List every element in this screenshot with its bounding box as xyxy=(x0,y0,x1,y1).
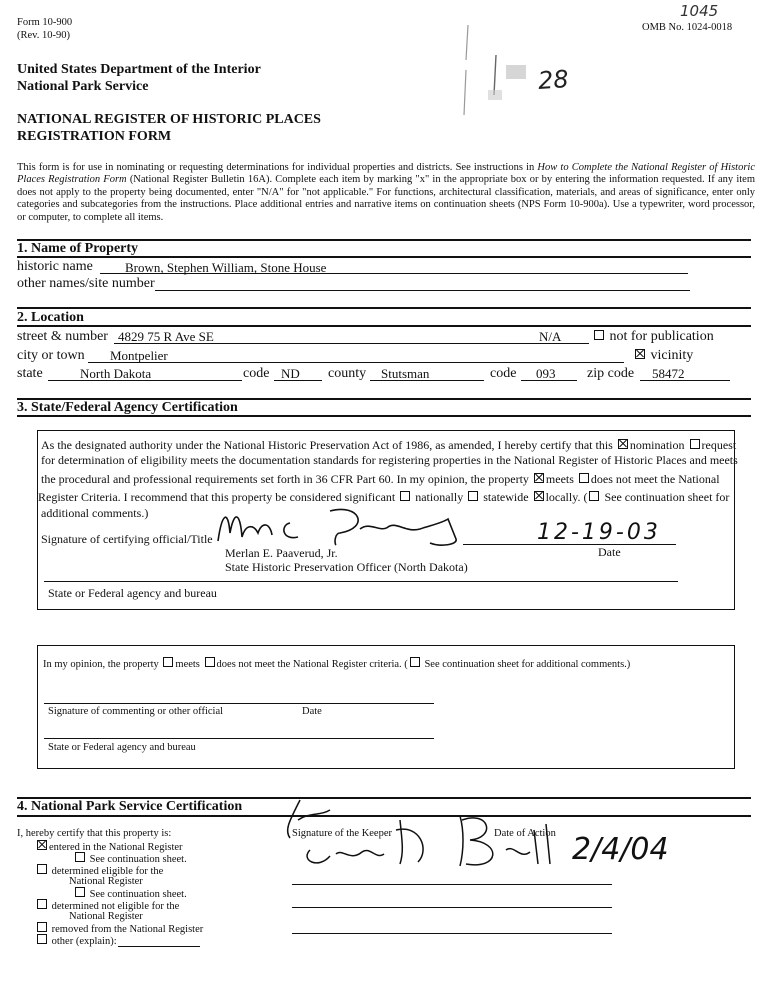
section4-heading: 4. National Park Service Certification xyxy=(17,799,243,814)
not-eligible-checkbox[interactable] xyxy=(37,899,47,909)
keeper-line-3 xyxy=(292,933,612,934)
other-explain-line xyxy=(118,946,200,947)
date-line xyxy=(463,544,676,545)
option-eligible-nr: National Register xyxy=(69,876,143,887)
other-checkbox[interactable] xyxy=(37,934,47,944)
keeper-line-2 xyxy=(292,907,612,908)
form-revision: (Rev. 10-90) xyxy=(17,30,70,41)
state-label: state xyxy=(17,366,43,381)
opinion-not-meet-checkbox[interactable] xyxy=(205,657,215,667)
keeper-line-1 xyxy=(292,884,612,885)
not-for-publication[interactable]: not for publication xyxy=(592,329,714,345)
city-value[interactable]: Montpelier xyxy=(110,348,168,363)
removed-checkbox[interactable] xyxy=(37,922,47,932)
opinion-line: In my opinion, the property meets does not meet the National Register criteria. ( See continuation sheet for additional comments.) xyxy=(43,659,631,670)
keeper-signature-label: Signature of the Keeper xyxy=(292,828,393,839)
county-code-value[interactable]: 093 xyxy=(536,366,556,381)
locally-checkbox[interactable] xyxy=(534,491,544,501)
omb-number: OMB No. 1024-0018 xyxy=(642,22,733,33)
service-name: National Park Service xyxy=(17,79,149,94)
city-label: city or town xyxy=(17,348,85,363)
option-not-eligible[interactable]: determined not eligible for the xyxy=(35,899,179,912)
agency-line xyxy=(44,581,678,582)
vicinity[interactable]: vicinity xyxy=(633,348,693,364)
county-label: county xyxy=(328,366,367,381)
official-title: State Historic Preservation Officer (North Dakota) xyxy=(225,560,468,574)
instructions-title: How to Complete the National Register of Historic Places Registration Form xyxy=(17,162,756,186)
historic-name-label: historic name xyxy=(17,259,93,274)
does-not-meet-checkbox[interactable] xyxy=(579,473,589,483)
other-names-line xyxy=(155,290,690,291)
section3-rule xyxy=(17,415,751,417)
keeper-date: 2/4/04 xyxy=(572,832,669,867)
agency-label: State or Federal agency and bureau xyxy=(48,586,217,600)
entered-continuation-checkbox[interactable] xyxy=(75,852,85,862)
street-value[interactable]: 4829 75 R Ave SE xyxy=(118,329,214,344)
meets-checkbox[interactable] xyxy=(534,473,544,483)
cert-line2: for determination of eligibility meets the documentation standards for registering properties in the National Register of Historic Places and meets xyxy=(41,453,738,467)
zip-value[interactable]: 58472 xyxy=(652,366,685,381)
date-label: Date xyxy=(598,545,621,559)
opinion-continuation-checkbox[interactable] xyxy=(410,657,420,667)
city-line xyxy=(88,362,624,363)
option-entered[interactable]: entered in the National Register xyxy=(35,840,183,853)
cert-line4: Register Criteria. I recommend that this property be considered significant nationally statewide locally. ( See continuation sheet for xyxy=(38,490,730,504)
option-removed[interactable]: removed from the National Register xyxy=(35,922,203,935)
state-code-value[interactable]: ND xyxy=(281,366,300,381)
department-name: United States Department of the Interior xyxy=(17,62,261,77)
signature-scribble xyxy=(210,503,470,548)
received-stamp xyxy=(458,20,538,115)
signature-label: Signature of certifying official/Title xyxy=(41,532,213,546)
comment-agency-label: State or Federal agency and bureau xyxy=(48,742,196,753)
eligible-checkbox[interactable] xyxy=(37,864,47,874)
other-names-label: other names/site number xyxy=(17,276,155,291)
section2-rule-top xyxy=(17,307,751,309)
comment-agency-line xyxy=(44,738,434,739)
comment-signature-line xyxy=(44,703,434,704)
section2-rule xyxy=(17,325,751,327)
statewide-checkbox[interactable] xyxy=(468,491,478,501)
opinion-meets-checkbox[interactable] xyxy=(163,657,173,667)
cert-line3: the procedural and professional requirements set forth in 36 CFR Part 60. In my opinion, the property meets does not meet the National xyxy=(41,472,720,486)
state-value[interactable]: North Dakota xyxy=(80,366,152,381)
instructions-paragraph: This form is for use in nominating or requesting determinations for individual properties and districts. See instructions in How to Complete the National Register of Historic Places Registration Form (National Register Bulletin 16A). Complete each item by marking "x" in the appropriate box or by entering the information requested. If any item does not apply to the property being documented, enter "N/A" for "not applicable." For functions, architectural classification, materials, and areas of significance, enter only categories and subcategories from the instructions. Place additional entries and narrative items on continuation sheets (NPS Form 10-900a). Use a typewriter, word processor, or computer, to complete all items. xyxy=(17,162,756,223)
option-other[interactable]: other (explain): xyxy=(35,934,117,947)
option-eligible[interactable]: determined eligible for the xyxy=(35,864,163,877)
form-number: Form 10-900 xyxy=(17,17,73,28)
section1-heading: 1. Name of Property xyxy=(17,241,139,256)
county-value[interactable]: Stutsman xyxy=(381,366,430,381)
comment-date-label: Date xyxy=(302,706,322,717)
form-title-line2: REGISTRATION FORM xyxy=(17,129,172,144)
zip-label: zip code xyxy=(587,366,635,381)
state-code-label: code xyxy=(243,366,270,381)
certification-date: 12-19-03 xyxy=(537,520,661,545)
section2-heading: 2. Location xyxy=(17,310,84,325)
section1-rule xyxy=(17,256,751,258)
option-entered-continuation[interactable]: See continuation sheet. xyxy=(73,852,187,865)
date-of-action-label: Date of Action xyxy=(494,828,556,839)
nomination-checkbox[interactable] xyxy=(618,439,628,449)
eligible-continuation-checkbox[interactable] xyxy=(75,887,85,897)
vicinity-checkbox[interactable] xyxy=(635,349,645,359)
option-not-eligible-nr: National Register xyxy=(69,911,143,922)
historic-name-value[interactable]: Brown, Stephen William, Stone House xyxy=(125,260,327,275)
stamp-day: 28 xyxy=(537,64,570,96)
entered-checkbox[interactable] xyxy=(37,840,47,850)
nps-certify-text: I, hereby certify that this property is: xyxy=(17,828,172,839)
official-name: Merlan E. Paaverud, Jr. xyxy=(225,546,338,560)
na-value: N/A xyxy=(539,329,562,344)
request-checkbox[interactable] xyxy=(690,439,700,449)
option-eligible-continuation[interactable]: See continuation sheet. xyxy=(73,887,187,900)
cert-line5: additional comments.) xyxy=(41,506,149,520)
handwritten-number: 1045 xyxy=(680,2,719,20)
nationally-checkbox[interactable] xyxy=(400,491,410,501)
not-for-publication-checkbox[interactable] xyxy=(594,330,604,340)
county-code-label: code xyxy=(490,366,517,381)
street-label: street & number xyxy=(17,329,108,344)
section3-heading: 3. State/Federal Agency Certification xyxy=(17,400,238,415)
form-title-line1: NATIONAL REGISTER OF HISTORIC PLACES xyxy=(17,112,321,127)
see-continuation-checkbox[interactable] xyxy=(589,491,599,501)
cert-line1: As the designated authority under the National Historic Preservation Act of 1986, as amended, I hereby certify that this nomination request xyxy=(41,438,737,452)
comment-signature-label: Signature of commenting or other official xyxy=(48,706,224,717)
